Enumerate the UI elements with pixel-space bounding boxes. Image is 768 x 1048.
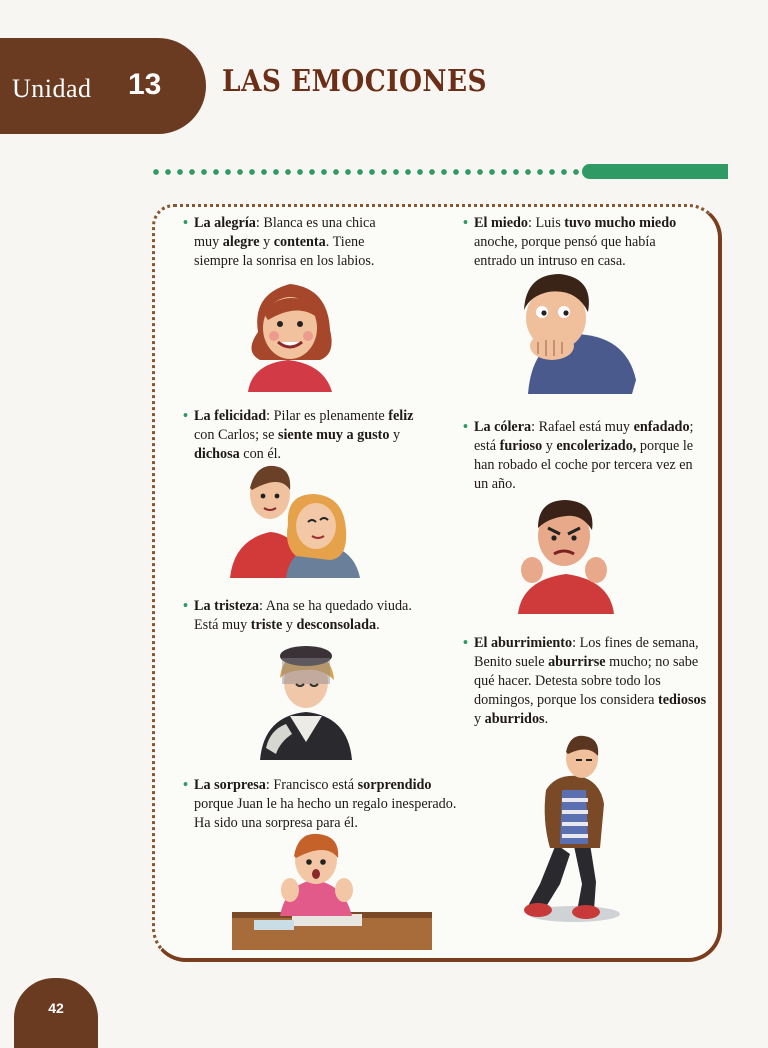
bold-term: contenta — [273, 234, 326, 250]
illustration-angry-man — [516, 496, 616, 614]
bold-term: furioso — [499, 438, 543, 454]
entry-text: y — [259, 234, 274, 250]
illustration-sad-widow — [256, 638, 356, 760]
entry-text: porque le han robado el coche por tercera vez en un año. — [474, 438, 694, 492]
bullet-icon: • — [463, 635, 468, 651]
entry-aburrimiento — [463, 634, 710, 729]
green-accent-bar — [582, 164, 728, 179]
unit-label: Unidad — [12, 74, 92, 103]
bold-term: feliz — [388, 408, 414, 424]
bullet-icon: • — [183, 777, 188, 793]
entry-text: : Francisco está — [265, 777, 358, 793]
entry-sorpresa — [183, 776, 464, 833]
illustration-scared-boy — [508, 270, 638, 394]
dotted-divider — [150, 168, 582, 176]
bullet-icon: • — [183, 408, 188, 424]
entry-text: ; está — [474, 419, 694, 454]
bold-term: encolerizado, — [556, 438, 637, 454]
bold-term: La sorpresa — [194, 777, 266, 793]
unit-number: 13 — [128, 68, 162, 101]
entry-text: con él. — [239, 446, 282, 462]
entry-text: : Rafael está muy — [531, 419, 634, 435]
illustration-bored-man — [516, 734, 626, 924]
page-title: LAS EMOCIONES — [222, 64, 488, 99]
entry-text: . — [376, 617, 380, 633]
bold-term: aburridos — [484, 711, 545, 727]
entry-text: : Blanca es una chica muy — [194, 215, 376, 250]
bold-term: aburrirse — [548, 654, 606, 670]
entry-alegria — [183, 214, 404, 271]
entry-text: . — [544, 711, 549, 727]
page-number: 42 — [48, 1000, 64, 1016]
page-number-tab — [14, 978, 98, 1048]
bold-term: El aburrimiento — [474, 635, 573, 651]
entry-colera — [463, 418, 706, 494]
entry-felicidad — [183, 407, 420, 464]
entry-miedo — [463, 214, 700, 271]
illustration-happy-couple — [230, 460, 364, 578]
bold-term: tuvo mucho miedo — [564, 215, 677, 231]
bold-term: sorprendido — [357, 777, 432, 793]
entry-text: y — [542, 438, 557, 454]
entry-text: mucho; no sabe qué hacer. Detesta sobre todo los domingos, porque los considera — [474, 654, 699, 708]
bold-term: La cólera — [474, 419, 532, 435]
unit-tab — [0, 38, 206, 134]
bold-term: enfadado — [633, 419, 690, 435]
bold-term: tediosos — [658, 692, 707, 708]
bold-term: siente muy a gusto — [277, 427, 390, 443]
bold-term: alegre — [222, 234, 260, 250]
entry-text: : Ana se ha quedado viuda. Está muy — [194, 598, 412, 633]
bullet-icon: • — [463, 215, 468, 231]
bullet-icon: • — [183, 598, 188, 614]
entry-text: con Carlos; se — [194, 427, 278, 443]
entry-text: y — [282, 617, 297, 633]
entry-text: : Los fines de semana, Benito suele — [474, 635, 699, 670]
entry-text: y — [474, 711, 485, 727]
entry-text: : Pilar es plenamente — [266, 408, 389, 424]
bold-term: La felicidad — [194, 408, 267, 424]
entry-text: . Tiene siempre la sonrisa en los labios. — [194, 234, 375, 269]
bullet-icon: • — [183, 215, 188, 231]
bold-term: desconsolada — [296, 617, 377, 633]
bullet-icon: • — [463, 419, 468, 435]
entry-text: anoche, porque pensó que había entrado un intruso en casa. — [474, 234, 656, 269]
entry-tristeza — [183, 597, 418, 635]
bold-term: La tristeza — [194, 598, 260, 614]
entry-text: porque Juan le ha hecho un regalo inesperado. Ha sido una sorpresa para él. — [194, 796, 457, 831]
bold-term: La alegría — [194, 215, 256, 231]
illustration-happy-woman — [238, 272, 342, 392]
illustration-surprised-man — [232, 830, 436, 952]
bold-term: dichosa — [194, 446, 240, 462]
entry-text: y — [389, 427, 401, 443]
bold-term: El miedo — [474, 215, 528, 231]
bold-term: triste — [250, 617, 283, 633]
entry-text: : Luis — [528, 215, 565, 231]
